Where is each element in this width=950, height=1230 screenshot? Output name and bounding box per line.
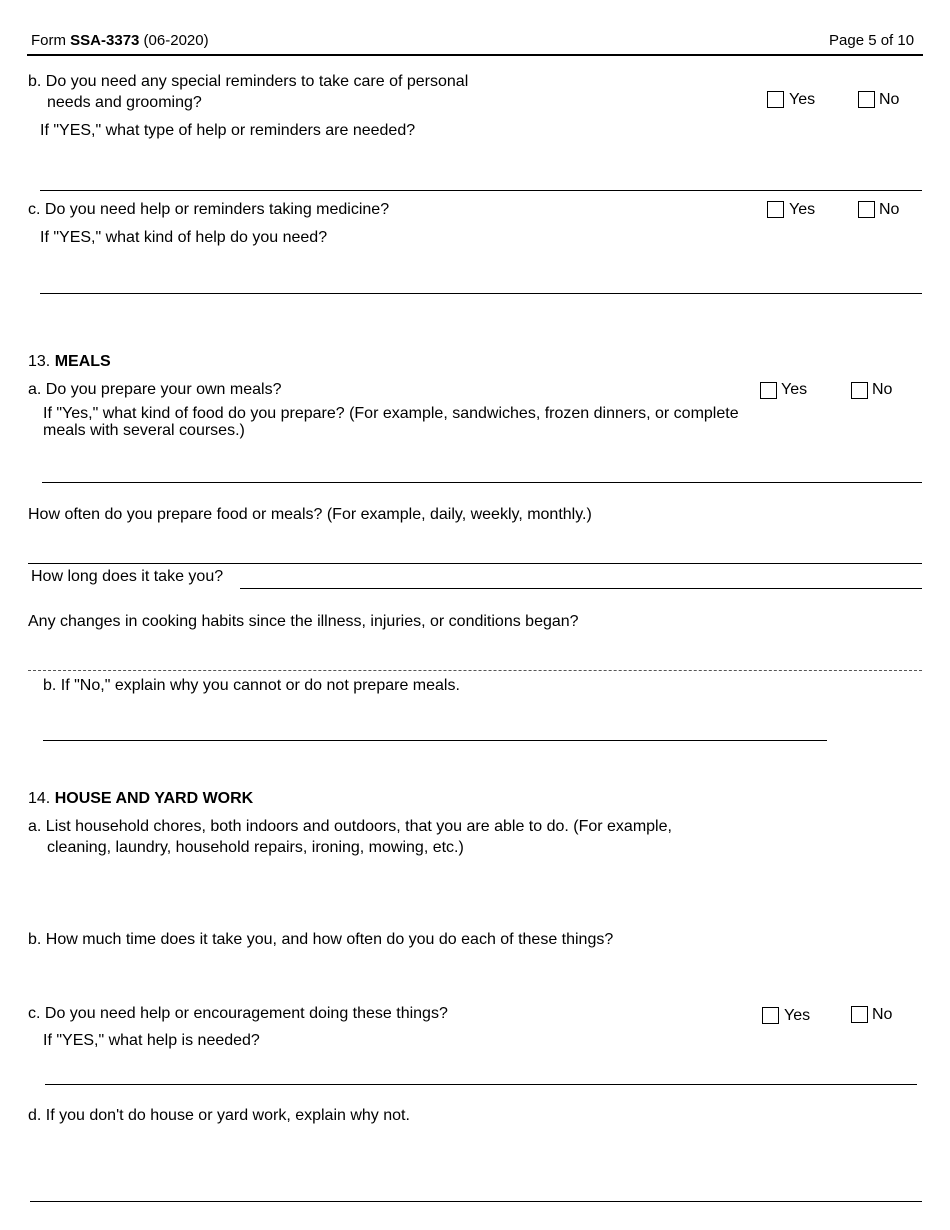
q13-how-often-line [28, 563, 922, 564]
q13-how-long-field[interactable] [240, 566, 920, 587]
q13a-followup-line2: meals with several courses.) [43, 422, 245, 439]
q12b-no-checkbox[interactable] [858, 91, 875, 108]
q12b-followup: If "YES," what type of help or reminders are needed? [40, 122, 416, 139]
q13a-no-checkbox[interactable] [851, 382, 868, 399]
q13a-question: a. Do you prepare your own meals? [28, 381, 282, 398]
q13-number: 13. [28, 353, 55, 370]
q13a-followup-line1: If "Yes," what kind of food do you prepare? (For example, sandwiches, frozen dinners, or complete [43, 405, 739, 422]
q13-changes: Any changes in cooking habits since the illness, injuries, or conditions began? [28, 613, 579, 630]
form-number: SSA-3373 [70, 32, 140, 49]
q14b-question: b. How much time does it take you, and how often do you do each of these things? [28, 931, 614, 948]
q14-title: HOUSE AND YARD WORK [54, 790, 254, 807]
q14c-no-label: No [872, 1006, 893, 1023]
q14c-answer-line [45, 1084, 917, 1085]
q13-how-long: How long does it take you? [31, 568, 224, 585]
q13-title: MEALS [54, 353, 111, 370]
q14b-answer-field[interactable] [28, 953, 920, 1001]
q14-heading [28, 789, 253, 809]
q13-how-long-line [240, 588, 922, 589]
form-prefix: Form [31, 32, 71, 49]
q12c-answer-field[interactable] [40, 250, 920, 292]
header-rule [27, 54, 923, 56]
q14c-yes-checkbox[interactable] [762, 1007, 779, 1024]
q14c-question: c. Do you need help or encouragement doing these things? [28, 1005, 448, 1022]
q12b-no-label: No [879, 91, 900, 108]
q14d-question: d. If you don't do house or yard work, explain why not. [28, 1107, 410, 1124]
q13b-question: b. If "No," explain why you cannot or do not prepare meals. [43, 677, 460, 694]
q12c-followup: If "YES," what kind of help do you need? [40, 229, 328, 246]
q14a-question-line2: cleaning, laundry, household repairs, ironing, mowing, etc.) [47, 839, 464, 856]
q13-changes-line [28, 670, 922, 671]
q13a-answer-line [42, 482, 922, 483]
q13a-yes-checkbox[interactable] [760, 382, 777, 399]
q13a-no-label: No [872, 381, 893, 398]
q13-how-often: How often do you prepare food or meals? (For example, daily, weekly, monthly.) [28, 506, 592, 523]
q13b-answer-field[interactable] [43, 698, 825, 738]
q14c-no-checkbox[interactable] [851, 1006, 868, 1023]
q12c-answer-line [40, 293, 922, 294]
q14a-question-line1: a. List household chores, both indoors and outdoors, that you are able to do. (For example, [28, 818, 672, 835]
q13a-yes-label: Yes [781, 381, 808, 398]
q13-changes-field[interactable] [28, 634, 920, 668]
q14-number: 14. [28, 790, 55, 807]
q13-heading [28, 352, 111, 372]
q14c-yes-label: Yes [784, 1007, 811, 1024]
q12c-question: c. Do you need help or reminders taking medicine? [28, 201, 390, 218]
q12b-answer-field[interactable] [40, 142, 920, 188]
q14d-answer-line [30, 1201, 922, 1202]
form-date: (06-2020) [139, 32, 209, 49]
q12c-yes-label: Yes [789, 201, 816, 218]
q12b-answer-line [40, 190, 922, 191]
q13a-answer-field[interactable] [42, 442, 920, 480]
q14c-followup: If "YES," what help is needed? [43, 1032, 260, 1049]
q14c-answer-field[interactable] [45, 1052, 915, 1082]
q14d-answer-field[interactable] [30, 1128, 920, 1198]
q13b-answer-line [43, 740, 827, 741]
q12b-question-line1: b. Do you need any special reminders to take care of personal [28, 73, 469, 90]
q12c-no-label: No [879, 201, 900, 218]
q13-how-often-field[interactable] [28, 528, 920, 562]
q12c-yes-checkbox[interactable] [767, 201, 784, 218]
page-number: Page 5 of 10 [829, 32, 915, 49]
q12b-question-line2: needs and grooming? [47, 94, 202, 111]
q12b-yes-checkbox[interactable] [767, 91, 784, 108]
q12b-yes-label: Yes [789, 91, 816, 108]
form-id [31, 32, 209, 51]
q12c-no-checkbox[interactable] [858, 201, 875, 218]
q14a-answer-field[interactable] [28, 862, 920, 924]
